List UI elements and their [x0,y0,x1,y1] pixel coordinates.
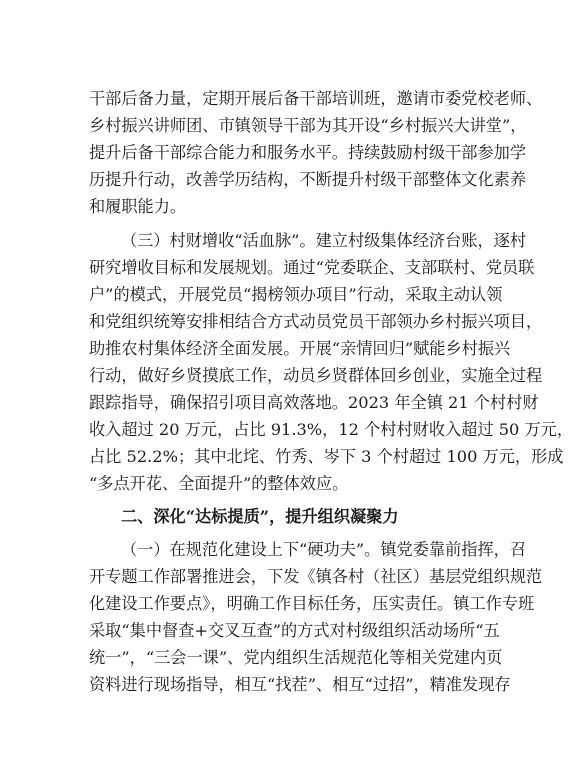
text-line: 跟踪指导，确保招引项目高效落地。2023 年全镇 21 个村村财 [89,393,539,412]
text-line: 和党组织统筹安排相结合方式动员党员干部领办乡村振兴项目， [89,312,543,331]
text-line: “多点开花、全面提升”的整体效应。 [89,474,349,493]
text-line: 统一”，“三会一课”、党内组织生活规范化等相关党建内页 [89,648,503,667]
text-line: 乡村振兴讲师团、市镇领导干部为其开设“乡村振兴大讲堂”， [89,116,527,135]
text-line: 干部后备力量，定期开展后备干部培训班，邀请市委党校老师、 [89,89,543,108]
text-line: 研究增收目标和发展规划。通过“党委联企、支部联村、党员联 [89,258,535,277]
text-line: 提升后备干部综合能力和服务水平。持续鼓励村级干部参加学 [89,143,527,162]
text-line: 资料进行现场指导，相互“找茬”、相互“过招”，精准发现存 [89,675,511,694]
text-line: 和履职能力。 [89,197,187,216]
text-line: 助推农村集体经济全面发展。开展“亲情回归”赋能乡村振兴 [89,339,511,358]
text-line: 收入超过 20 万元，占比 91.3%，12 个村村财收入超过 50 万元， [89,420,574,439]
text-line: 行动，做好乡贤摸底工作，动员乡贤群体回乡创业，实施全过程 [89,366,543,385]
text-line: 采取“集中督查+交叉互查”的方式对村级组织活动场所“五 [89,621,500,640]
text-line: 化建设工作要点》，明确工作目标任务，压实责任。镇工作专班 [89,594,535,613]
text-line: 历提升行动，改善学历结构，不断提升村级干部整体文化素养 [89,170,527,189]
section-heading-line: （一）在规范化建设上下“硬功夫”。镇党委靠前指挥，召 [121,540,527,559]
text-line: 户”的模式，开展党员“揭榜领办项目”行动，采取主动认领 [89,285,503,304]
section-heading-line: （三）村财增收“活血脉”。建立村级集体经济台账，逐村 [121,231,527,250]
text-line: 开专题工作部署推进会，下发《镇各村（社区）基层党组织规范 [89,567,543,586]
text-line: 占比 52.2%；其中北垞、竹秀、岑下 3 个村超过 100 万元，形成 [89,447,564,466]
section-heading: 二、深化“达标提质”，提升组织凝聚力 [121,507,399,526]
